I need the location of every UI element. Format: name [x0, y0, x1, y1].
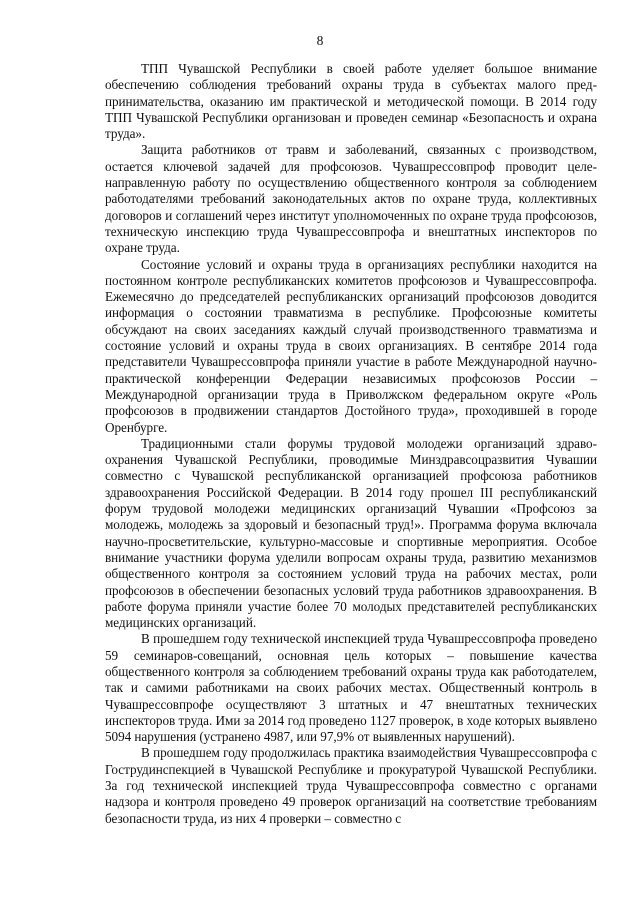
paragraph-youth-forums: Традиционными стали форумы трудовой молодежи организаций здравоохранения Чувашской Республики, проводимые Минздравсоцразвития Чувашии совместно с Чувашской республиканской организацией профсоюза работников здравоохранения Российской Федерации. В 2014 году прошел III республиканский форум трудовой молодежи медицинских организаций Чувашии «Профсоюз за молодежь, молодежь за здоровый и безопасный труд!». Программа форума включала научно-просветительские, культурно-массовые и спортивные мероприятия. Особое внимание участники форума уделили вопросам охраны труда, развитию механизмов общественного контроля за состоянием условий труда на рабочих местах, роли профсоюзов в обеспечении безопасных условий труда работников здравоохранения. В работе форума приняли участие более 70 молодых представителей республиканских медицинских организаций. [105, 435, 597, 631]
paragraph-technical-inspection: В прошедшем году технической инспекцией труда Чувашрессовпрофа проведено 59 семинаров-совещаний, основная цель которых – повышение качества общественного контроля за соблюдением требований охраны труда как работодателем, так и самими работниками на своих рабочих местах. Общественный контроль в Чувашрессовпрофе осуществляют 3 штатных и 47 внештатных технических инспекторов труда. Ими за 2014 год проведено 1127 проверок, в ходе которых выявлено 5094 нарушения (устранено 4987, или 97,9% от выявленных нарушений). [105, 631, 597, 745]
paragraph-tpp-labor-safety: ТПП Чувашской Республики в своей работе уделяет большое внимание обеспечению соблюдения требований охраны труда в субъектах малого предпринимательства, оказанию им практической и методической помощи. В 2014 году ТПП Чувашской Республики организован и проведен семинар «Безопасность и охрана труда». [105, 61, 597, 142]
paragraph-worker-protection: Защита работников от травм и заболеваний, связанных с производством, остается ключевой задачей для профсоюзов. Чувашрессовпроф проводит целенаправленную работу по осуществлению общественного контроля за соблюдением работодателями требований законодательных актов по охране труда, коллективных договоров и соглашений через институт уполномоченных по охране труда профсоюзов, техническую инспекцию труда Чувашрессовпрофа и внештатных инспекторов по охране труда. [105, 142, 597, 256]
paragraph-labor-conditions-control: Состояние условий и охраны труда в организациях республики находится на постоянном контроле республиканских комитетов профсоюзов и Чувашрессовпрофа. Ежемесячно до председателей республиканских организаций профсоюзов доводится информация о состоянии травматизма в республике. Профсоюзные комитеты обсуждают на своих заседаниях каждый случай производственного травматизма и состояние условий и охраны труда в своих организациях. В сентябре 2014 года представители Чувашрессовпрофа приняли участие в работе Международной научно-практической конференции Федерации независимых профсоюзов России – Международной организации труда в Приволжском федеральном округе «Роль профсоюзов в продвижении стандартов Достойного труда», проходившей в городе Оренбурге. [105, 256, 597, 435]
page-number: 8 [316, 33, 324, 48]
paragraph-cooperation-inspections: В прошедшем году продолжилась практика взаимодействия Чувашрессовпрофа с Гострудинспекцией в Чувашской Республике и прокуратурой Чувашской Республики. За год технической инспекцией труда Чувашрессовпрофа совместно с органами надзора и контроля проведено 49 проверок организаций на соответствие требованиям безопасности труда, из них 4 проверки – совместно с [105, 745, 597, 826]
document-body [105, 61, 597, 827]
